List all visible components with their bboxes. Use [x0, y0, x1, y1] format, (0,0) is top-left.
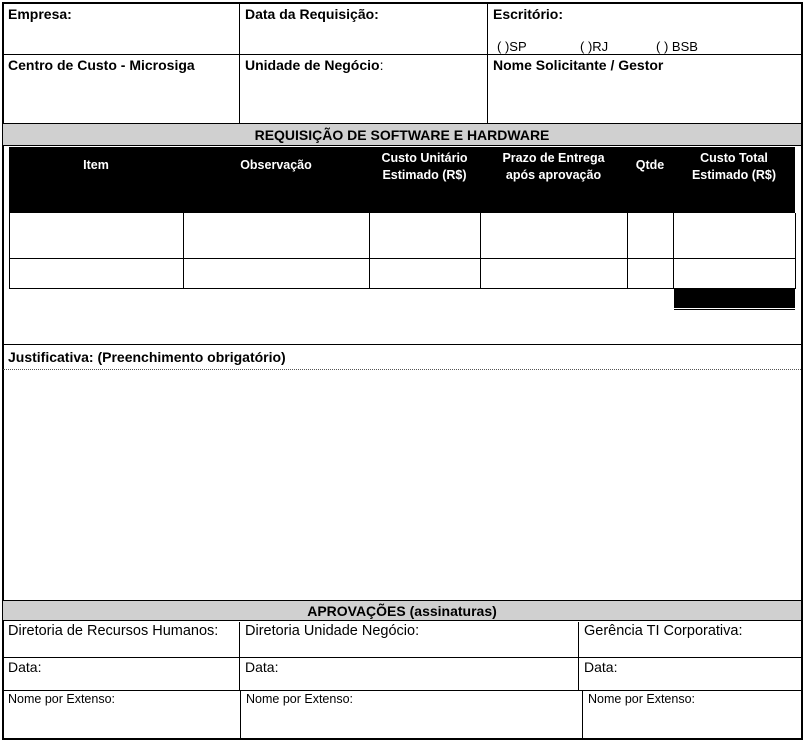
approver-ti-nome-label: Nome por Extenso: [588, 692, 695, 706]
data-requisicao-label: Data da Requisição: [245, 6, 379, 22]
checkbox-rj[interactable] [580, 39, 608, 54]
unidade-negocio-text: Unidade de Negócio [245, 57, 380, 73]
divider [3, 690, 801, 691]
approver-unidade-data-field[interactable] [241, 659, 577, 689]
divider [487, 3, 488, 124]
checkbox-sp[interactable] [497, 39, 527, 54]
table-cell-item[interactable] [10, 259, 182, 287]
checkbox-marker: ( ) [656, 39, 669, 54]
table-cell-qtde[interactable] [628, 259, 672, 287]
col-header-prazo-entrega: Prazo de Entrega após aprovação [502, 151, 605, 182]
unidade-negocio-colon: : [379, 57, 384, 73]
divider [3, 54, 801, 55]
approver-rh-data-label: Data: [8, 659, 42, 675]
table-cell-observacao[interactable] [184, 214, 368, 257]
total-underline [674, 309, 795, 310]
dotted-divider [3, 369, 801, 370]
col-header-item: Item [83, 158, 109, 172]
approver-ti-data-label: Data: [584, 659, 618, 675]
table-cell-custo-total[interactable] [674, 214, 794, 257]
checkbox-bsb[interactable] [656, 39, 698, 54]
divider [578, 622, 579, 691]
checkbox-marker: ( ) [497, 39, 510, 54]
table-cell-prazo[interactable] [481, 259, 626, 287]
option-label-bsb: BSB [671, 39, 698, 54]
col-header-observacao: Observação [240, 158, 312, 172]
divider [239, 3, 240, 124]
table-cell-observacao[interactable] [184, 259, 368, 287]
table-cell-prazo[interactable] [481, 214, 626, 257]
requisicao-title: REQUISIÇÃO DE SOFTWARE E HARDWARE [254, 127, 550, 143]
table-cell-custo-unitario[interactable] [370, 214, 479, 257]
approver-ti-role: Gerência TI Corporativa: [584, 623, 743, 639]
escritorio-label: Escritório: [493, 6, 564, 22]
approver-rh-nome-label: Nome por Extenso: [8, 692, 115, 706]
solicitante-label: Nome Solicitante / Gestor [493, 57, 664, 73]
approver-unidade-role: Diretoria Unidade Negócio: [245, 623, 420, 639]
table-cell-qtde[interactable] [628, 214, 672, 257]
option-label-sp: SP [509, 39, 527, 54]
table-cell-item[interactable] [10, 214, 182, 257]
table-cell-custo-total[interactable] [674, 259, 794, 287]
divider [240, 690, 241, 739]
approver-unidade-nome-label: Nome por Extenso: [246, 692, 353, 706]
justificativa-textarea[interactable] [4, 371, 800, 599]
aprovacoes-title: APROVAÇÕES (assinaturas) [307, 603, 497, 619]
option-label-rj: RJ [592, 39, 609, 54]
justificativa-label: Justificativa: (Preenchimento obrigatório) [8, 349, 286, 365]
col-header-custo-unitario: Custo Unitário Estimado (R$) [381, 151, 468, 182]
centro-custo-label: Centro de Custo - Microsiga [8, 57, 195, 73]
approver-unidade-data-label: Data: [245, 659, 279, 675]
unidade-negocio-label [245, 57, 383, 73]
divider [3, 344, 801, 345]
divider [3, 657, 801, 658]
table-cell-custo-unitario[interactable] [370, 259, 479, 287]
divider [582, 690, 583, 739]
checkbox-marker: ( ) [580, 39, 593, 54]
col-header-qtde: Qtde [635, 158, 665, 172]
table-border [795, 213, 796, 289]
col-header-custo-total: Custo Total Estimado (R$) [691, 151, 777, 182]
divider [239, 622, 240, 691]
total-cell [674, 289, 795, 308]
approver-rh-role: Diretoria de Recursos Humanos: [8, 623, 219, 639]
empresa-label: Empresa: [8, 6, 72, 22]
